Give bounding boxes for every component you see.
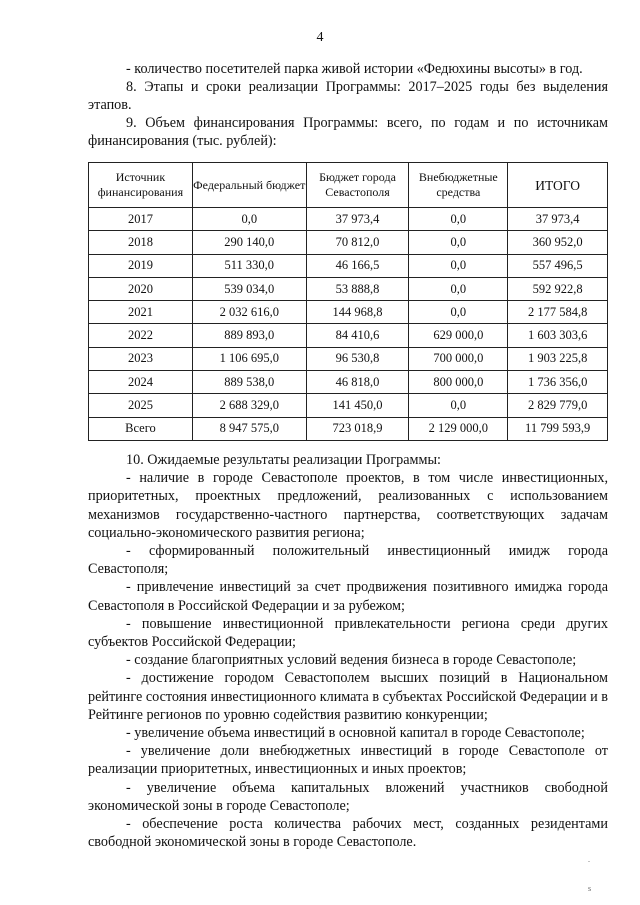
table-body: [89, 208, 608, 441]
result-item: - увеличение доли внебюджетных инвестиций в городе Севастополе от реализации приоритетных, инвестиционных и иных проектов;: [88, 743, 608, 778]
table-cell: 2 829 779,0: [508, 394, 608, 417]
table-row: [89, 277, 608, 300]
table-cell: 37 973,4: [508, 208, 608, 231]
table-cell: 629 000,0: [409, 324, 508, 347]
table-cell: 2 032 616,0: [192, 301, 306, 324]
table-cell: 46 166,5: [306, 254, 409, 277]
table-row: [89, 231, 608, 254]
table-cell: 141 450,0: [306, 394, 409, 417]
table-cell: 2 688 329,0: [192, 394, 306, 417]
table-cell: 592 922,8: [508, 277, 608, 300]
result-item: - обеспечение роста количества рабочих мест, созданных резидентами свободной экономической зоны в городе Севастополе.: [88, 816, 608, 851]
result-item: - повышение инвестиционной привлекательности региона среди других субъектов Российской Федерации;: [88, 615, 608, 651]
result-item: - привлечение инвестиций за счет продвижения позитивного имиджа города Севастополя в Российской Федерации и за рубежом;: [88, 579, 608, 614]
margin-mark: .: [588, 855, 590, 864]
table-cell: 889 538,0: [192, 371, 306, 394]
result-item: - достижение городом Севастополем высших позиций в Национальном рейтинге состояния инвестиционного климата в субъектах Российской Федерации и в Рейтинге регионов по уровню содействия развитию конкуренции;: [88, 670, 608, 723]
header-city-budget: Бюджет города Севастополя: [306, 163, 409, 208]
table-cell: 2020: [89, 277, 193, 300]
table-cell: 2021: [89, 301, 193, 324]
table-cell: 0,0: [409, 394, 508, 417]
table-cell: 2018: [89, 231, 193, 254]
top-text-block: [88, 60, 608, 150]
table-cell: 1 903 225,8: [508, 347, 608, 370]
expected-results-section: [88, 451, 608, 851]
financing-paragraph: 9. Объем финансирования Программы: всего, по годам и по источникам финансирования (тыс. рублей):: [88, 115, 608, 149]
table-cell: 96 530,8: [306, 347, 409, 370]
table-cell: 360 952,0: [508, 231, 608, 254]
financing-table: [88, 162, 608, 441]
table-total-row: [89, 417, 608, 440]
table-cell: 1 106 695,0: [192, 347, 306, 370]
table-cell: 0,0: [409, 254, 508, 277]
table-cell: 0,0: [409, 301, 508, 324]
table-cell: 0,0: [409, 277, 508, 300]
table-cell: 0,0: [409, 231, 508, 254]
table-cell: 84 410,6: [306, 324, 409, 347]
table-cell: 46 818,0: [306, 371, 409, 394]
table-row: [89, 394, 608, 417]
table-row: [89, 347, 608, 370]
table-cell: 800 000,0: [409, 371, 508, 394]
result-item: - создание благоприятных условий ведения бизнеса в городе Севастополе;: [126, 652, 577, 669]
table-cell: 290 140,0: [192, 231, 306, 254]
result-item: - наличие в городе Севастополе проектов, в том числе инвестиционных, приоритетных, проектных предложений, реализованных с использованием механизмов государственно-частного партнерства, соответствующих задачам социально-экономического развития региона;: [88, 470, 608, 541]
table-cell: 539 034,0: [192, 277, 306, 300]
results-heading: 10. Ожидаемые результаты реализации Программы:: [126, 452, 441, 468]
table-cell: 53 888,8: [306, 277, 409, 300]
page-number: 4: [316, 30, 324, 45]
table-cell: 2 129 000,0: [409, 417, 508, 440]
table-cell: 0,0: [409, 208, 508, 231]
table-cell: 2019: [89, 254, 193, 277]
table-row: [89, 301, 608, 324]
table-cell: 889 893,0: [192, 324, 306, 347]
table-header-row: [89, 163, 608, 208]
table-cell: 2022: [89, 324, 193, 347]
table-row: [89, 254, 608, 277]
stages-paragraph: 8. Этапы и сроки реализации Программы: 2017–2025 годы без выделения этапов.: [88, 79, 608, 113]
table-cell: 70 812,0: [306, 231, 409, 254]
table-cell: 2 177 584,8: [508, 301, 608, 324]
table-cell: 37 973,4: [306, 208, 409, 231]
header-federal: Федеральный бюджет: [192, 163, 306, 208]
table-cell: 8 947 575,0: [192, 417, 306, 440]
table-cell: 144 968,8: [306, 301, 409, 324]
result-item: - увеличение объема капитальных вложений участников свободной экономической зоны в городе Севастополе;: [88, 779, 608, 814]
table-cell: 0,0: [192, 208, 306, 231]
header-extrabudgetary: Внебюджетные средства: [409, 163, 508, 208]
result-item: - увеличение объема инвестиций в основной капитал в городе Севастополе;: [126, 725, 585, 742]
table-cell: 700 000,0: [409, 347, 508, 370]
table-cell: 2025: [89, 394, 193, 417]
table-cell: 511 330,0: [192, 254, 306, 277]
header-total: ИТОГО: [508, 163, 608, 208]
visitors-line: - количество посетителей парка живой истории «Федюхины высоты» в год.: [126, 61, 583, 77]
table-cell: 557 496,5: [508, 254, 608, 277]
header-source: Источник финансирования: [89, 163, 193, 208]
result-item: - сформированный положительный инвестиционный имидж города Севастополя;: [88, 543, 608, 578]
table-cell: 1 603 303,6: [508, 324, 608, 347]
table-cell: 723 018,9: [306, 417, 409, 440]
table-cell: 11 799 593,9: [508, 417, 608, 440]
table-row: [89, 324, 608, 347]
table-cell: 2024: [89, 371, 193, 394]
table-cell: Всего: [89, 417, 193, 440]
table-cell: 2023: [89, 347, 193, 370]
table-cell: 2017: [89, 208, 193, 231]
table-row: [89, 208, 608, 231]
table-cell: 1 736 356,0: [508, 371, 608, 394]
table-row: [89, 371, 608, 394]
margin-mark: s: [588, 884, 592, 893]
